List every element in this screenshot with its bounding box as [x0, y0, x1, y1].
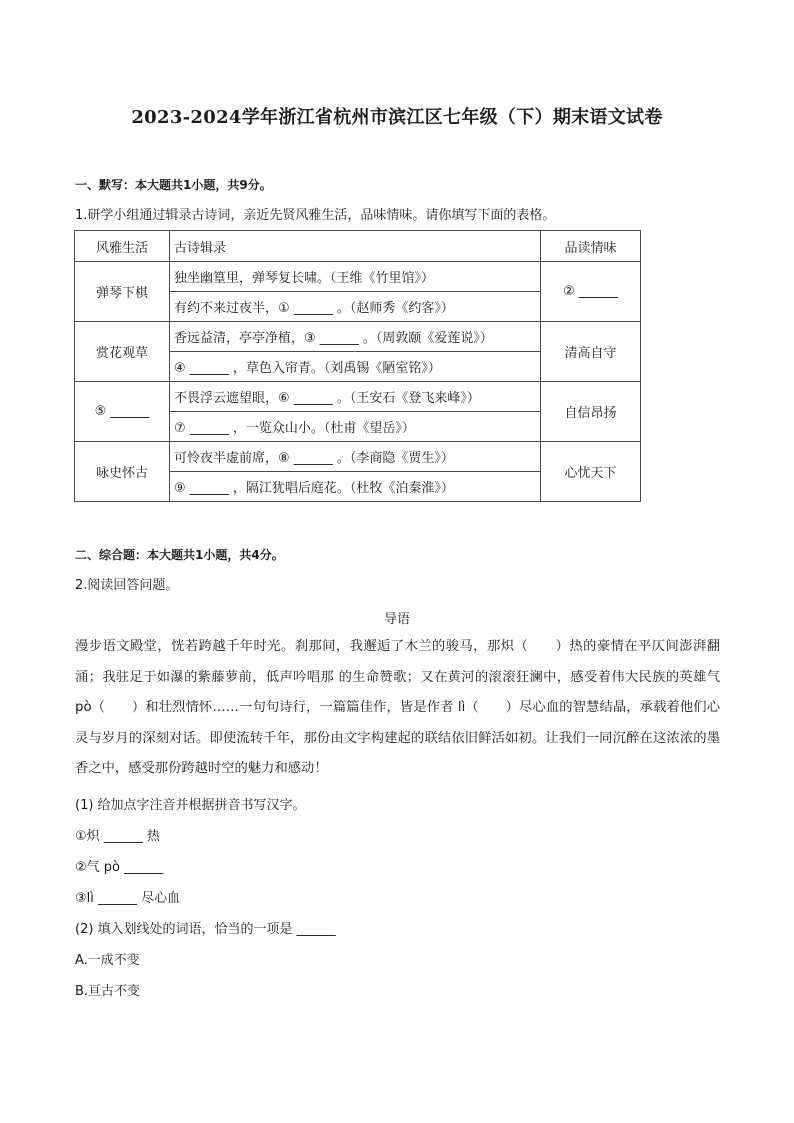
- table-row: [75, 382, 641, 412]
- header-poems: 古诗辑录: [170, 231, 541, 262]
- poetry-table: [74, 230, 641, 502]
- poem-line: 独坐幽篁里，弹琴复长啸。（王维《竹里馆》）: [170, 262, 541, 292]
- poem-line: ⑨ ______ ，隔江犹唱后庭花。（杜牧《泊秦淮》）: [170, 472, 541, 502]
- feeling-cell: 清高自守: [541, 322, 641, 382]
- sub-question-2: (2) 填入划线处的词语，恰当的一项是 ______: [75, 922, 336, 937]
- poem-line: 不畏浮云遮望眼，⑥ ______ 。（王安石《登飞来峰》）: [170, 382, 541, 412]
- exam-title: 2023-2024学年浙江省杭州市滨江区七年级（下）期末语文试卷: [131, 107, 663, 128]
- option-a: A.一成不变: [75, 953, 140, 968]
- header-feeling: 品读情味: [541, 231, 641, 262]
- sub1-item-2: ②气 pò ______: [75, 860, 164, 875]
- table-row: [75, 262, 641, 292]
- sub-question-1: (1) 给加点字注音并根据拼音书写汉字。: [75, 798, 306, 813]
- question-2-prompt: 2.阅读回答问题。: [75, 578, 179, 593]
- feeling-cell: 心忧天下: [541, 442, 641, 502]
- section-2-heading: 二、综合题：本大题共1小题，共4分。: [75, 548, 284, 562]
- section-1-heading: 一、默写：本大题共1小题，共9分。: [75, 178, 272, 192]
- option-b: B.亘古不变: [75, 984, 141, 999]
- poem-line: 可怜夜半虚前席，⑧ ______ 。（李商隐《贾生》）: [170, 442, 541, 472]
- life-cell: 赏花观草: [75, 322, 170, 382]
- poem-line: ④ ______ ，草色入帘青。（刘禹锡《陋室铭》）: [170, 352, 541, 382]
- poem-line: ⑦ ______ ，一览众山小。（杜甫《望岳》）: [170, 412, 541, 442]
- feeling-cell: ② ______: [541, 262, 641, 322]
- passage-text: 漫步语文殿堂，恍若跨越千年时光。刹那间，我邂逅了木兰的骏马，那炽（ ）热的豪情在平仄间澎湃翻涌；我驻足于如瀑的紫藤萝前，低声吟唱那 的生命赞歌；又在黄河的滚滚狂澜中，感受着伟大民族的英雄气 pò（ ）和壮烈情怀……一句句诗行，一篇篇佳作，皆是作者 lì（ ）尽心血的智慧结晶，承载着他们心灵与岁月的深刻对话。即使流转千年，那份由文字构建起的联结依旧鲜活如初。让我们一同沉醉在这浓浓的墨香之中，感受那份跨越时空的魅力和感动！: [75, 639, 720, 776]
- poem-line: 有约不来过夜半，① ______ 。（赵师秀《约客》）: [170, 292, 541, 322]
- header-life: 风雅生活: [75, 231, 170, 262]
- life-cell: ⑤ ______: [75, 382, 170, 442]
- feeling-cell: 自信昂扬: [541, 382, 641, 442]
- table-row: [75, 322, 641, 352]
- life-cell: 弹琴下棋: [75, 262, 170, 322]
- sub1-item-1: ①炽 ______ 热: [75, 829, 160, 844]
- passage-title: 导语: [383, 612, 410, 627]
- poem-line: 香远益清，亭亭净植，③ ______ 。（周敦颐《爱莲说》）: [170, 322, 541, 352]
- life-cell: 咏史怀古: [75, 442, 170, 502]
- table-header-row: [75, 231, 641, 262]
- table-row: [75, 442, 641, 472]
- sub1-item-3: ③lì ______ 尽心血: [75, 891, 181, 906]
- question-1-prompt: 1.研学小组通过辑录古诗词，亲近先贤风雅生活，品味情味。请你填写下面的表格。: [75, 208, 556, 223]
